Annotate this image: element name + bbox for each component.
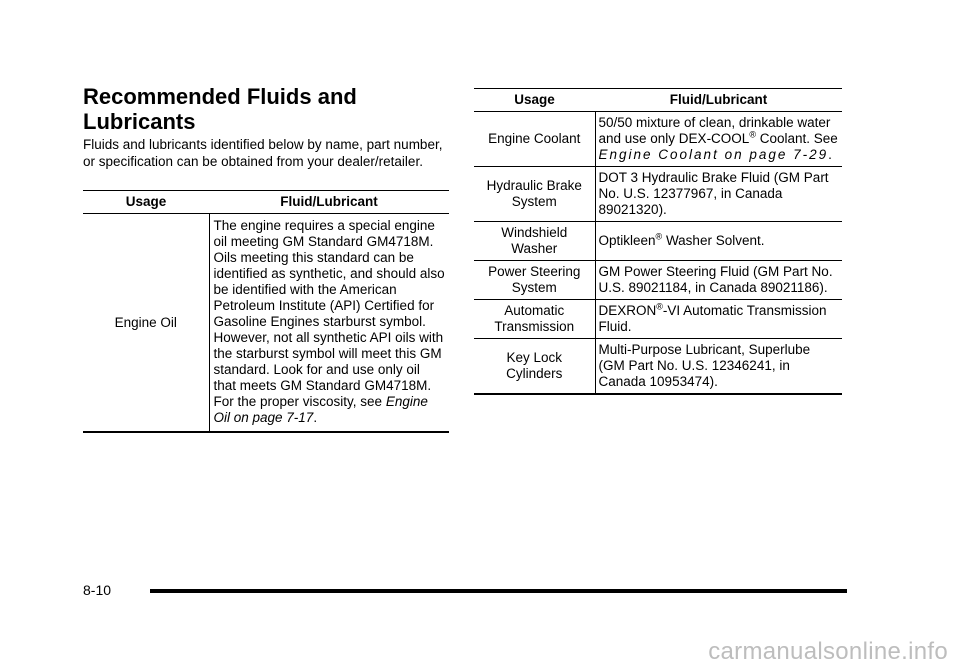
section-title: Recommended Fluids and Lubricants bbox=[83, 84, 357, 134]
fluid-header: Fluid/Lubricant bbox=[209, 191, 449, 214]
usage-cell: Engine Coolant bbox=[488, 131, 581, 146]
table-row bbox=[474, 300, 842, 339]
registered-mark: ® bbox=[656, 301, 663, 312]
table-row bbox=[474, 339, 842, 395]
engine-oil-table bbox=[83, 190, 449, 433]
table-row bbox=[474, 222, 842, 261]
page-number: 8-10 bbox=[83, 582, 112, 598]
usage-cell: Windshield Washer bbox=[474, 222, 595, 261]
table-header-row bbox=[474, 89, 842, 112]
fluid-cell bbox=[595, 222, 842, 261]
fluid-text: Coolant. See bbox=[755, 131, 838, 146]
registered-mark: ® bbox=[655, 231, 663, 242]
usage-cell: Power Steering System bbox=[474, 261, 595, 300]
fluids-table bbox=[474, 88, 842, 395]
intro-paragraph: Fluids and lubricants identified below by name, part number, or specification can be obtained from your dealer/retailer. bbox=[83, 137, 443, 169]
footer-rule bbox=[150, 589, 847, 593]
fluid-header: Fluid/Lubricant bbox=[595, 89, 842, 112]
usage-cell: Key Lock Cylinders bbox=[474, 339, 595, 395]
page-reference-link[interactable]: Engine Coolant on page 7-29 bbox=[598, 147, 829, 162]
usage-header: Usage bbox=[474, 89, 595, 112]
usage-cell: Automatic Transmission bbox=[474, 300, 595, 339]
fluid-cell bbox=[595, 112, 842, 167]
fluid-text: Washer Solvent. bbox=[662, 233, 765, 248]
page-reference-link[interactable]: Engine Oil on page 7-17 bbox=[213, 394, 428, 425]
watermark: carmanualsonline.info bbox=[708, 638, 948, 665]
fluid-text: The engine requires a special engine oil meeting GM Standard GM4718M. Oils meeting this standard can be identified as synthetic, and should also be identified with the American Petroleum Institute (API) Certified for Gasoline Engines starburst symbol. However, not all synthetic API oils with the starburst symbol will meet this GM standard. Look for and use only oil that meets GM Standard GM4718M. For the proper viscosity, see bbox=[213, 218, 445, 409]
fluid-text: 50/50 mixture of clean, drinkable water and use only DEX-COOL bbox=[598, 115, 831, 146]
fluid-text-tail: . bbox=[313, 410, 318, 425]
table-row bbox=[474, 167, 842, 222]
fluid-cell: GM Power Steering Fluid (GM Part No. U.S. 89021184, in Canada 89021186). bbox=[595, 261, 842, 300]
fluid-cell bbox=[209, 214, 449, 433]
fluid-cell bbox=[595, 300, 842, 339]
usage-cell: Hydraulic Brake System bbox=[474, 167, 595, 222]
fluid-text: DEXRON bbox=[598, 303, 657, 318]
table-row bbox=[474, 261, 842, 300]
usage-header: Usage bbox=[83, 191, 209, 214]
registered-mark: ® bbox=[749, 129, 756, 140]
usage-cell: Engine Oil bbox=[83, 214, 209, 433]
fluid-text-tail: . bbox=[828, 147, 832, 162]
fluid-text: Optikleen bbox=[598, 233, 656, 248]
table-header-row bbox=[83, 191, 449, 214]
fluid-cell: DOT 3 Hydraulic Brake Fluid (GM Part No. U.S. 12377967, in Canada 89021320). bbox=[595, 167, 842, 222]
fluid-cell: Multi-Purpose Lubricant, Superlube (GM Part No. U.S. 12346241, in Canada 10953474). bbox=[595, 339, 842, 395]
fluid-text: -VI Automatic Transmission Fluid. bbox=[598, 303, 827, 334]
table-row bbox=[83, 214, 449, 433]
table-row bbox=[474, 112, 842, 167]
